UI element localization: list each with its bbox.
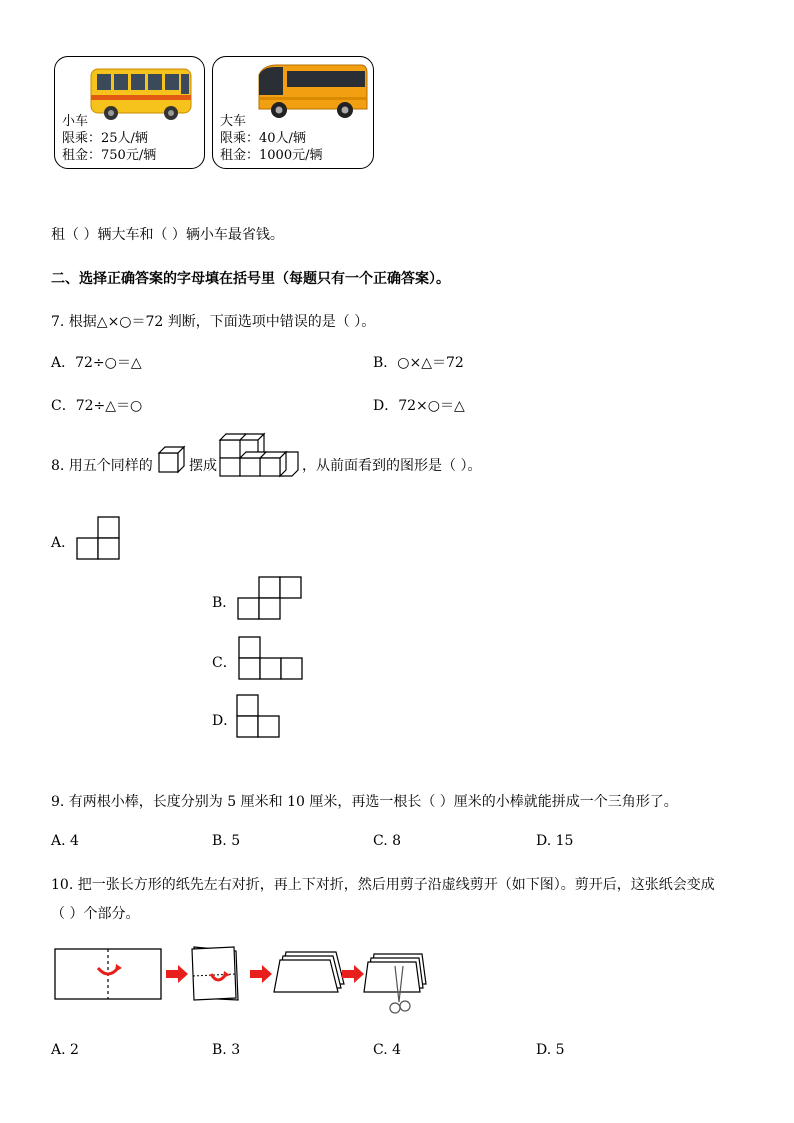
section-title: 二、选择正确答案的字母填在括号里（每题只有一个正确答案）。 <box>51 271 450 287</box>
small-bus-name: 小车 <box>62 114 89 129</box>
fold-step-1 <box>55 949 161 999</box>
paper-folding-diagram <box>54 944 434 1020</box>
q8-option-d-figure <box>236 694 282 740</box>
small-bus-capacity: 限乘：25人/辆 <box>62 131 148 146</box>
q9-option-b: B. 5 <box>212 833 241 849</box>
large-bus-card <box>212 56 374 169</box>
coach-bus-image <box>253 61 369 121</box>
q10-option-c: C. 4 <box>373 1042 402 1058</box>
q9-stem: 9. 有两根小棒，长度分别为 5 厘米和 10 厘米，再选一根长（ ）厘米的小棒就能拼成一个三角形了。 <box>51 794 678 810</box>
q8-option-c-label: C． <box>212 655 237 671</box>
q10-option-b: B. 3 <box>212 1042 241 1058</box>
large-bus-name: 大车 <box>220 114 247 129</box>
large-bus-capacity: 限乘：40人/辆 <box>220 131 306 146</box>
rent-question: 租（ ）辆大车和（ ）辆小车最省钱。 <box>51 227 284 243</box>
q8-stem-part3: ，从前面看到的图形是（ ）。 <box>302 458 482 474</box>
q10-option-d: D. 5 <box>536 1042 565 1058</box>
small-bus-price: 租金：750元/辆 <box>62 148 157 163</box>
small-bus-image <box>89 65 195 123</box>
q10-stem-line2: （ ）个部分。 <box>51 906 140 922</box>
q8-option-a-figure <box>76 516 122 562</box>
fold-step-3 <box>274 952 344 992</box>
q10-stem-line1: 10. 把一张长方形的纸先左右对折，再上下对折，然后用剪子沿虚线剪开（如下图）。剪开后，这张纸会变成 <box>51 877 715 893</box>
q9-option-d: D. 15 <box>536 833 574 849</box>
arrow-icon <box>166 965 188 983</box>
q7-option-a: A．72÷○＝△ <box>51 355 142 371</box>
q10-option-a: A. 2 <box>51 1042 79 1058</box>
q7-option-c: C．72÷△＝○ <box>51 398 143 414</box>
q9-option-a: A. 4 <box>51 833 79 849</box>
fold-step-4 <box>364 954 426 1013</box>
fold-step-2 <box>192 947 238 1000</box>
large-bus-price: 租金：1000元/辆 <box>220 148 323 163</box>
q8-stem-part2: 摆成 <box>189 458 217 474</box>
q8-option-c-figure <box>238 636 306 682</box>
small-bus-card <box>54 56 205 169</box>
q8-option-d-label: D． <box>212 713 238 729</box>
arrow-icon <box>342 965 364 983</box>
q7-option-b: B．○×△＝72 <box>373 355 464 371</box>
arrow-icon <box>250 965 272 983</box>
single-cube-icon <box>158 446 186 474</box>
q8-option-b-figure <box>237 576 305 622</box>
q7-stem: 7. 根据△×○＝72 判断，下面选项中错误的是（ ）。 <box>51 314 376 330</box>
q9-option-c: C. 8 <box>373 833 402 849</box>
q7-option-d: D．72×○＝△ <box>373 398 465 414</box>
cube-arrangement-figure <box>218 438 302 490</box>
q8-option-a-label: A． <box>51 535 76 551</box>
q8-option-b-label: B． <box>212 595 237 611</box>
q8-stem-part1: 8. 用五个同样的 <box>51 458 153 474</box>
